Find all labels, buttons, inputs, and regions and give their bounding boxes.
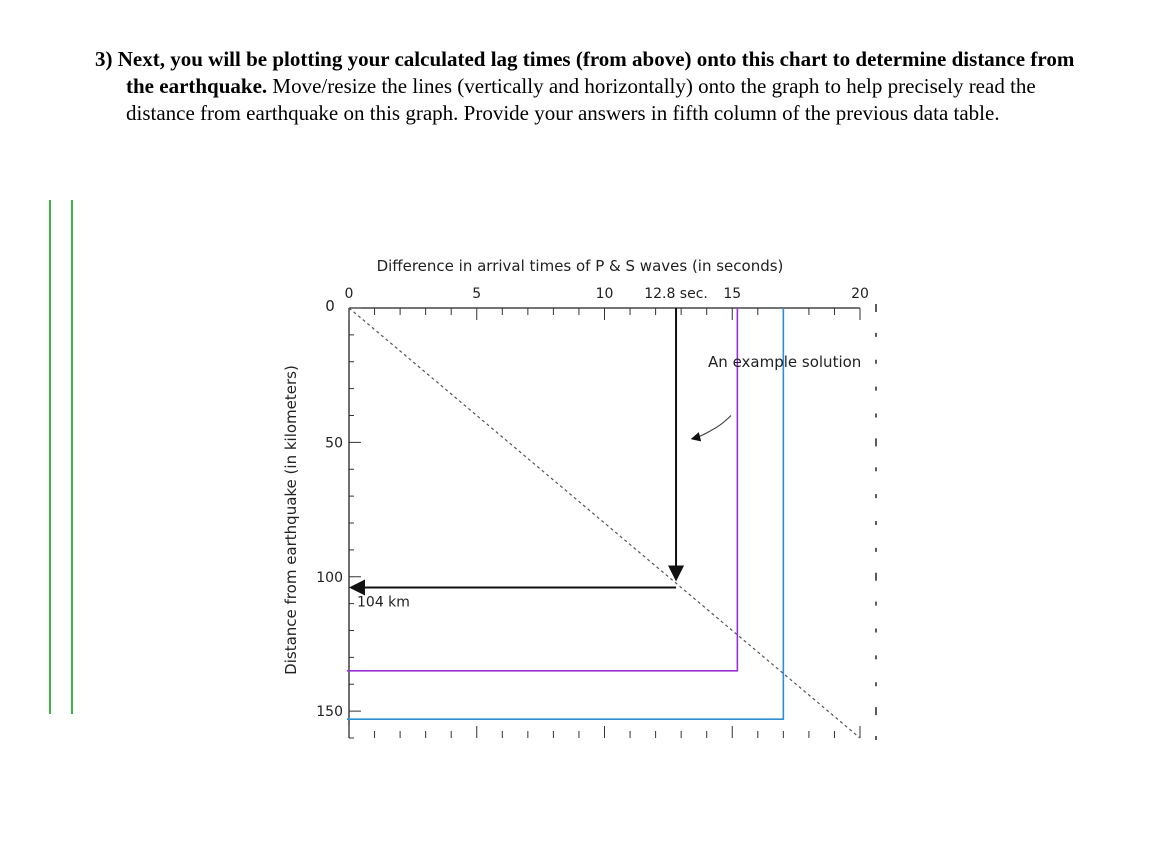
origin-label: 0 xyxy=(325,297,335,315)
y-axis-label: Distance from earthquake (in kilometers) xyxy=(282,365,300,675)
x-tick-label: 0 xyxy=(344,286,354,302)
example-pointer-arrow xyxy=(693,416,731,439)
example-distance-label: 104 km xyxy=(357,594,410,611)
x-tick-label: 5 xyxy=(472,286,482,302)
instruction-number: 3) xyxy=(95,47,113,71)
movable-line-1[interactable] xyxy=(347,308,737,671)
x-tick-label: 15 xyxy=(723,286,742,302)
y-tick-labels xyxy=(316,435,343,720)
example-solution xyxy=(353,308,731,588)
instruction-bold: Next, you will be plotting your calculated lag times (from above) onto this chart to determine distance from the earthquake. xyxy=(117,47,1075,98)
example-lag-label: 12.8 sec. xyxy=(644,286,708,302)
x-tick-labels xyxy=(345,286,869,302)
x-tick-label: 20 xyxy=(851,286,869,302)
y-tick-label: 50 xyxy=(325,435,343,452)
y-tick-label: 150 xyxy=(316,704,343,721)
chart-title: Difference in arrival times of P & S waves (in seconds) xyxy=(376,257,784,275)
y-tick-label: 100 xyxy=(316,569,343,586)
example-note: An example solution xyxy=(708,353,862,372)
x-tick-label: 10 xyxy=(595,286,614,302)
instruction-body: Move/resize the lines (vertically and horizontally) onto the graph to help precisely read the distance from earthquake on this graph. Provide your answers in fifth column of the previous data table. xyxy=(126,74,1036,125)
